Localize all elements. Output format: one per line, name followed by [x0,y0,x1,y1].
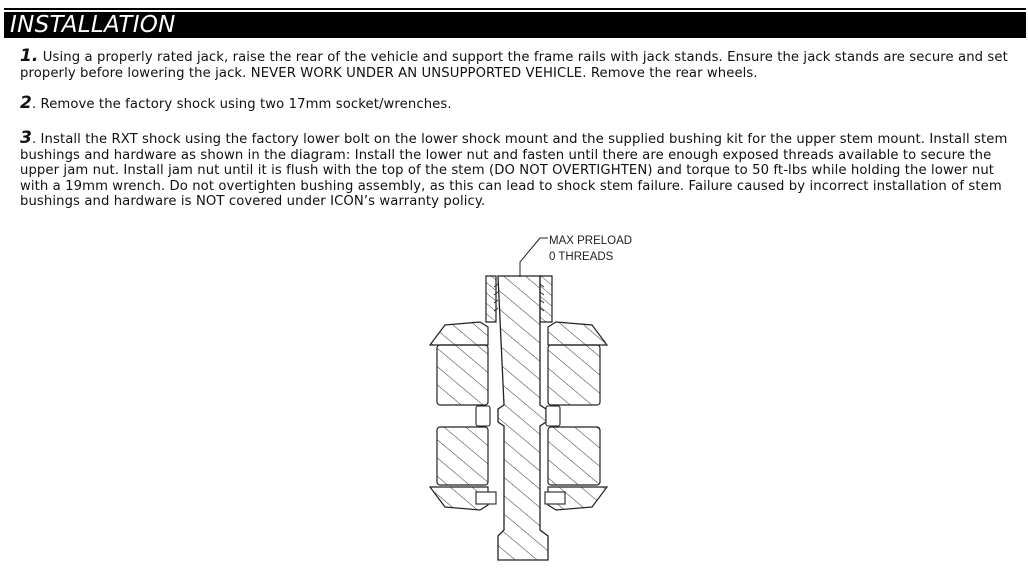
lower-bushing-right [548,427,600,485]
callout-label-line2: 0 THREADS [549,251,614,263]
shock-stem [498,276,548,560]
step-text: . Remove the factory shock using two 17mm socket/wrenches. [31,97,452,112]
upper-washer-left [430,322,488,345]
callout-label-line1: MAX PRELOAD [549,235,633,247]
lower-nut-left [476,492,496,504]
section-title: INSTALLATION [10,12,176,38]
lower-bushing-left [437,427,488,485]
lower-nut-right [545,492,565,504]
step-number: 2 [20,93,32,113]
jam-nut-right [540,276,552,322]
callout-leader [520,238,548,277]
step-number: 1. [20,46,39,66]
upper-washer-right [548,322,607,345]
step-text: . Install the RXT shock using the factory lower bolt on the lower shock mount and the supplied bushing kit for the upper stem mount. Install stem bushings and hardware as shown in the diagram: Install the lower nut and fasten until there are enough exposed threads available to secure the upper jam nut. Install jam nut until it is flush with the top of the stem (DO NOT OVERTIGHTEN) and torque to 50 ft-lbs while holding the lower nut with a 19mm wrench. Do not overtighten bushing assembly, as this can lead to shock stem failure. Failure caused by incorrect installation of stem bushings and hardware is NOT covered under ICON’s warranty policy. [20,132,1008,209]
bushing-gap-right [546,406,560,426]
upper-bushing-right [548,345,600,405]
upper-bushing-left [437,345,488,405]
jam-nut-left [486,276,496,322]
bushing-gap-left [476,406,490,426]
step-text: Using a properly rated jack, raise the rear of the vehicle and support the frame rails with jack stands. Ensure the jack stands are secure and set properly before lowering the jack. NEVER WORK UNDER AN UNSUPPORTED VEHICLE. Remove the rear wheels. [20,50,1008,81]
step-number: 3 [20,128,32,148]
